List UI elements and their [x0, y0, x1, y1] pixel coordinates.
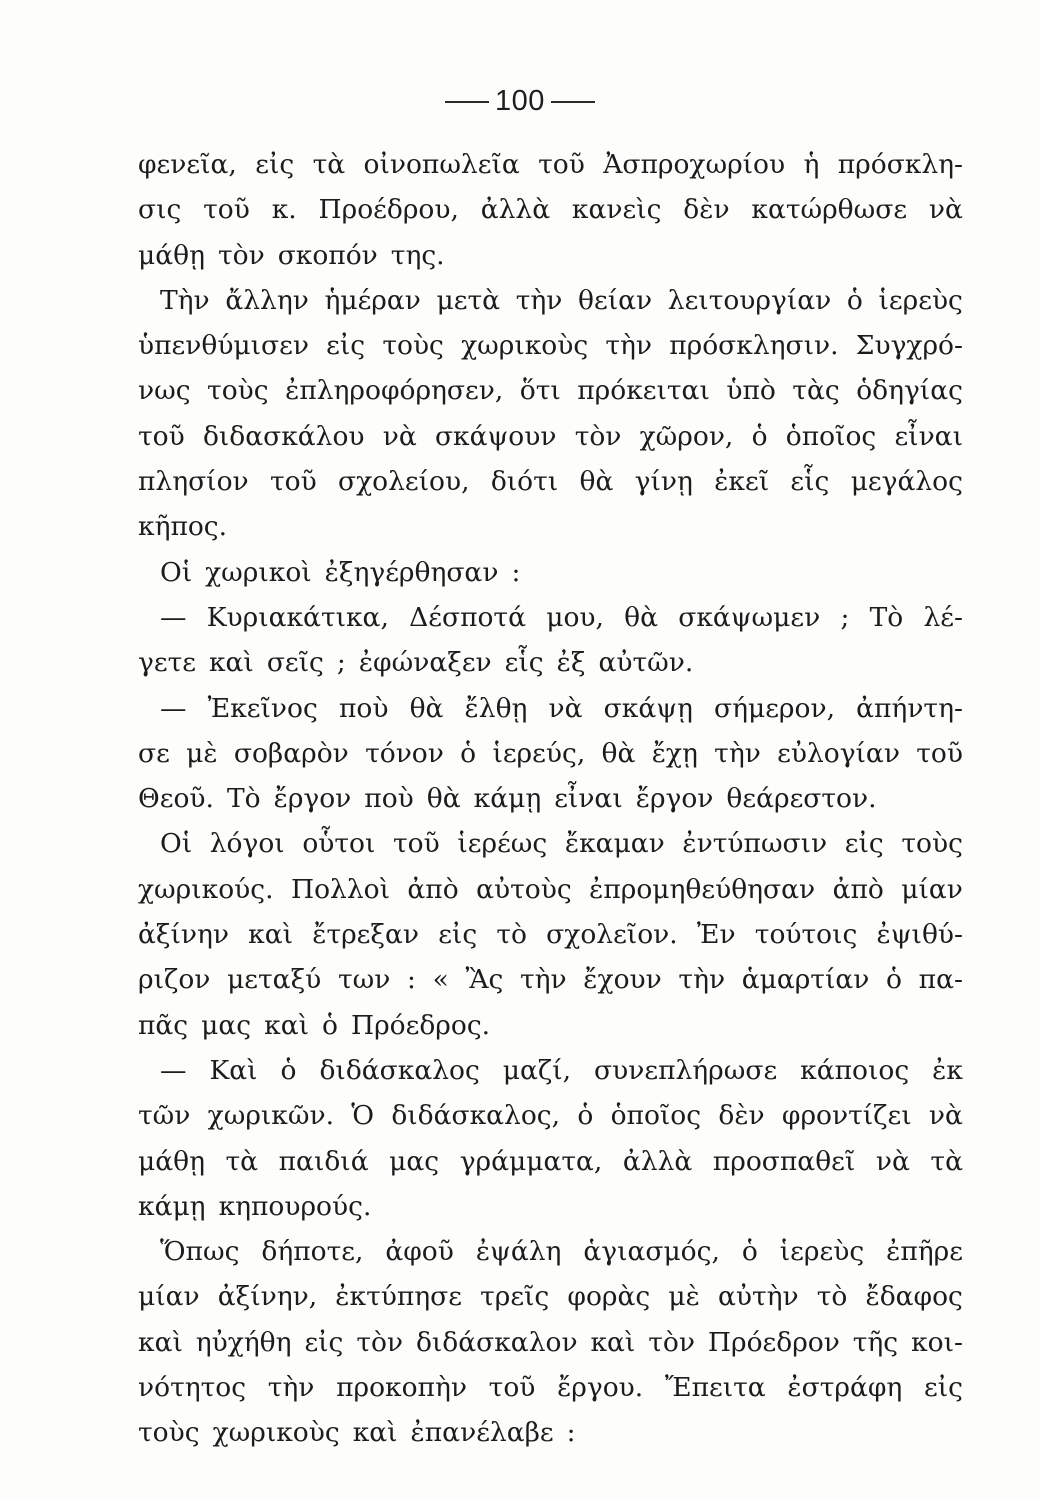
text-line: Οἱ λόγοι οὗτοι τοῦ ἱερέως ἔκαμαν ἐντύπωσιν εἰς τοὺς [160, 828, 963, 860]
text-line: μάθῃ τὸν σκοπόν της. [138, 239, 445, 271]
body-text [138, 142, 963, 1456]
text-line: μάθῃ τὰ παιδιά μας γράμματα, ἀλλὰ προσπαθεῖ νὰ τὰ [138, 1145, 963, 1177]
text-line: τοῦ διδασκάλου νὰ σκάψουν τὸν χῶρον, ὁ ὁποῖος εἶναι [138, 420, 963, 452]
right-dash [551, 101, 595, 103]
text-line: Οἱ χωρικοὶ ἐξηγέρθησαν : [160, 556, 521, 588]
text-line: μίαν ἀξίνην, ἐκτύπησε τρεῖς φορὰς μὲ αὐτὴν τὸ ἔδαφος [138, 1281, 963, 1313]
text-line: νως τοὺς ἐπληροφόρησεν, ὅτι πρόκειται ὑπὸ τὰς ὁδηγίας [138, 375, 963, 407]
page-number-value: 100 [495, 85, 545, 117]
text-line: Θεοῦ. Τὸ ἔργον ποὺ θὰ κάμῃ εἶναι ἔργον θεάρεστον. [138, 783, 877, 815]
text-line: πᾶς μας καὶ ὁ Πρόεδρος. [138, 1009, 491, 1041]
text-line: γετε καὶ σεῖς ; ἐφώναξεν εἷς ἐξ αὐτῶν. [138, 647, 694, 679]
text-line: χωρικούς. Πολλοὶ ἀπὸ αὐτοὺς ἐπρομηθεύθησαν ἀπὸ μίαν [138, 873, 963, 905]
text-line: κάμῃ κηπουρούς. [138, 1190, 372, 1222]
text-line: Ὅπως δήποτε, ἀφοῦ ἐψάλη ἁγιασμός, ὁ ἱερεὺς ἐπῆρε [160, 1236, 963, 1268]
text-line: καὶ ηὐχήθη εἰς τὸν διδάσκαλον καὶ τὸν Πρόεδρον τῆς κοι- [138, 1326, 963, 1358]
text-line: Τὴν ἄλλην ἡμέραν μετὰ τὴν θείαν λειτουργίαν ὁ ἱερεὺς [160, 284, 963, 316]
text-line: — Ἐκεῖνος ποὺ θὰ ἔλθῃ νὰ σκάψῃ σήμερον, ἀπήντη- [160, 692, 963, 724]
page-number [0, 85, 1040, 118]
text-line: σε μὲ σοβαρὸν τόνον ὁ ἱερεύς, θὰ ἔχῃ τὴν εὐλογίαν τοῦ [138, 737, 963, 769]
text-line: ριζον μεταξύ των : « Ἂς τὴν ἔχουν τὴν ἁμαρτίαν ὁ πα- [138, 964, 963, 996]
text-line: νότητος τὴν προκοπὴν τοῦ ἔργου. Ἔπειτα ἐστράφη εἰς [138, 1372, 963, 1404]
text-line: πλησίον τοῦ σχολείου, διότι θὰ γίνῃ ἐκεῖ εἷς μεγάλος [138, 466, 963, 498]
text-line: τοὺς χωρικοὺς καὶ ἐπανέλαβε : [138, 1417, 576, 1449]
text-line: κῆπος. [138, 511, 228, 543]
text-line: ἀξίνην καὶ ἔτρεξαν εἰς τὸ σχολεῖον. Ἐν τούτοις ἐψιθύ- [138, 919, 963, 951]
text-line: ὑπενθύμισεν εἰς τοὺς χωρικοὺς τὴν πρόσκλησιν. Συγχρό- [138, 330, 963, 362]
text-line: τῶν χωρικῶν. Ὁ διδάσκαλος, ὁ ὁποῖος δὲν φροντίζει νὰ [138, 1100, 963, 1132]
text-line: — Κυριακάτικα, Δέσποτά μου, θὰ σκάψωμεν ; Τὸ λέ- [160, 601, 963, 633]
text-line: — Καὶ ὁ διδάσκαλος μαζί, συνεπλήρωσε κάποιος ἐκ [160, 1054, 963, 1086]
left-dash [445, 101, 489, 103]
text-line: σις τοῦ κ. Προέδρου, ἀλλὰ κανεὶς δὲν κατώρθωσε νὰ [138, 194, 963, 226]
text-line: φενεῖα, εἰς τὰ οἰνοπωλεῖα τοῦ Ἀσπροχωρίου ἡ πρόσκλη- [138, 149, 963, 180]
